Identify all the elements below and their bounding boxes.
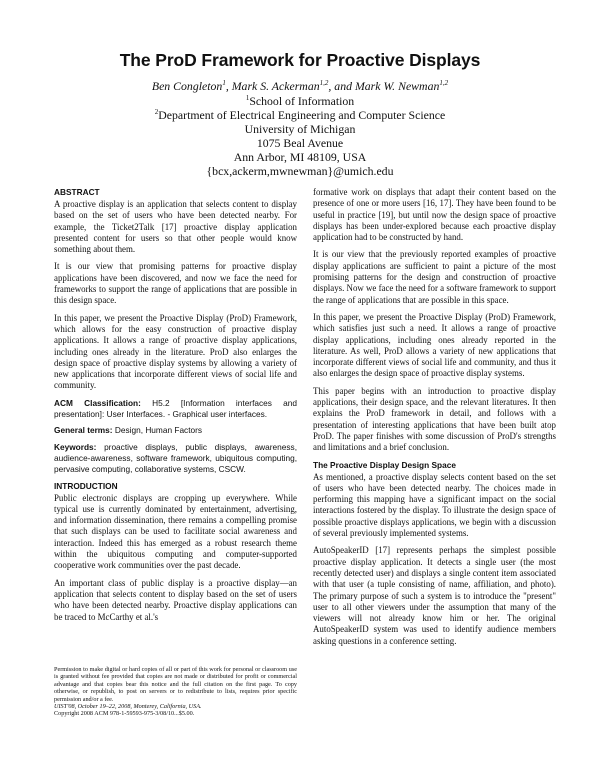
body-paragraph: It is our view that the previously reported examples of proactive display applications are sufficient to paint a picture of the most promising patterns for the design and construction of proactive displays. Now we face the need for a software framework to support the range of applications that are possible in this space. — [313, 249, 556, 305]
body-paragraph: An important class of public display is a proactive display—an application that selects content to display based on the set of users who have been detected nearby. Proactive display applications can be traced to McCarthy et al.'s — [54, 577, 297, 622]
university: University of Michigan — [244, 122, 356, 136]
keywords — [54, 442, 297, 474]
conference-info: UIST'08, October 19–22, 2008, Monterey, California, USA. — [54, 703, 202, 711]
abstract-paragraph: In this paper, we present the Proactive Display (ProD) Framework, which allows for the easy construction of proactive display applications. It allows a range of proactive display applications, including ones already in the literature. ProD also enlarges the design space of proactive display systems by allowing a variety of new applications that incorporate different views of social life and community. — [54, 312, 297, 391]
author-affiliation-marker: 1 — [222, 79, 226, 88]
abstract-heading: ABSTRACT — [54, 187, 100, 197]
body-paragraph: As mentioned, a proactive display selects content based on the set of users who have been detected nearby. The choices made in performing this mapping have a significant impact on the social interactions fostered by the display. To illustrate the design space of possible proactive displays applications, we begin with a discussion of several previously implemented systems. — [313, 471, 556, 539]
left-column — [54, 187, 297, 629]
city-address: Ann Arbor, MI 48109, USA — [233, 150, 367, 164]
author-name: Mark W. Newman — [354, 79, 440, 93]
body-paragraph: Public electronic displays are cropping up everywhere. While typical use is currently dominated by entertainment, advertising, and information dissemination, there remains a compelling promise that such displays can be used to facilitate social awareness and interaction. Indeed this has emerged as a robust research theme within the ubiquitous computing and computer-supported cooperative work communities over the past decade. — [54, 492, 297, 571]
author-emails: {bcx,ackerm,mwnewman}@umich.edu — [206, 164, 394, 178]
introduction-heading: INTRODUCTION — [54, 480, 118, 491]
abstract-paragraph: A proactive display is an application that selects content to display based on the set of users who have been detected nearby. For example, the Ticket2Talk [17] proactive display application presented content for users so that other people would know something about them. — [54, 199, 297, 255]
right-column — [313, 187, 556, 653]
body-paragraph: formative work on displays that adapt their content based on the presence of one or more users [16, 17]. They have been found to be useful in practice [19], but until now the design space of proactive displays has been under-explored because each proactive display application had to be constructed by hand. — [313, 187, 556, 243]
design-space-heading: The Proactive Display Design Space — [313, 459, 456, 470]
affiliation-1 — [0, 94, 600, 109]
affiliation-2 — [0, 108, 600, 123]
body-paragraph: In this paper, we present the Proactive Display (ProD) Framework, which satisfies just such a need. It allows a range of proactive display applications, including ones already reported in the literature. As well, ProD allows a variety of new applications that incorporate different views of social life and community, and thus it also enlarges the design space of proactive display systems. — [313, 311, 556, 379]
author-separator: , — [225, 79, 232, 93]
general-terms — [54, 425, 297, 436]
affiliation-text: School of Information — [249, 94, 355, 108]
affiliation-marker: 1 — [245, 94, 250, 103]
body-paragraph: AutoSpeakerID [17] represents perhaps the simplest possible proactive display application. It detects a single user (the most recently detected user) and displays a single content item associated with that user (a tuple consisting of name, affiliation, and photo). The primary purpose of such a system is to introduce the "present" user to all other viewers under the assumption that many of the viewers will not already know him or her. The original AutoSpeakerID system was used to identify audience members asking questions in a conference setting. — [313, 545, 556, 646]
copyright-notice — [54, 666, 297, 718]
keywords-text: proactive displays, public displays, awareness, audience-awareness, software framework, ubiquitous computing, pervasive computing, collaborative systems, CSCW. — [54, 442, 297, 474]
affiliation-text: Department of Electrical Engineering and Computer Science — [158, 108, 446, 122]
acm-classification — [54, 398, 297, 420]
author-separator: , and — [328, 79, 355, 93]
author-affiliation-marker: 1,2 — [319, 79, 329, 88]
affiliation-marker: 2 — [154, 108, 159, 117]
author-name: Mark S. Ackerman — [231, 79, 320, 93]
acm-text: H5.2 [Information interfaces and presentation]: User Interfaces. - Graphical user interfaces. — [54, 397, 297, 419]
body-paragraph: This paper begins with an introduction to proactive display applications, their design space, and the relevant literatures. It then explains the ProD framework in detail, and follows with a presentation of interesting applications that have been built atop ProD. The paper finishes with some discussion of ProD's strengths and limitations and a brief conclusion. — [313, 385, 556, 453]
abstract-paragraph: It is our view that promising patterns for proactive display applications have been discovered, and now we face the need for frameworks to support the range of applications that are possible in this design space. — [54, 261, 297, 306]
terms-text: Design, Human Factors — [112, 425, 203, 436]
paper-title: The ProD Framework for Proactive Displays — [119, 50, 481, 70]
permission-text: Permission to make digital or hard copies of all or part of this work for personal or classroom use is granted without fee provided that copies are not made or distributed for profit or commercial advantage and that copies bear this notice and the full citation on the first page. To copy otherwise, or republish, to post on servers or to redistribute to lists, requires prior specific permission and/or a fee. — [54, 666, 297, 703]
author-list — [0, 79, 600, 94]
acm-label: ACM Classification: — [54, 397, 141, 408]
copyright-line: Copyright 2008 ACM 978-1-59593-975-3/08/10...$5.00. — [54, 710, 195, 718]
keywords-label: Keywords: — [54, 442, 97, 453]
terms-label: General terms: — [54, 425, 113, 436]
author-affiliation-marker: 1,2 — [439, 79, 449, 88]
author-name: Ben Congleton — [151, 79, 223, 93]
street-address: 1075 Beal Avenue — [256, 136, 344, 150]
